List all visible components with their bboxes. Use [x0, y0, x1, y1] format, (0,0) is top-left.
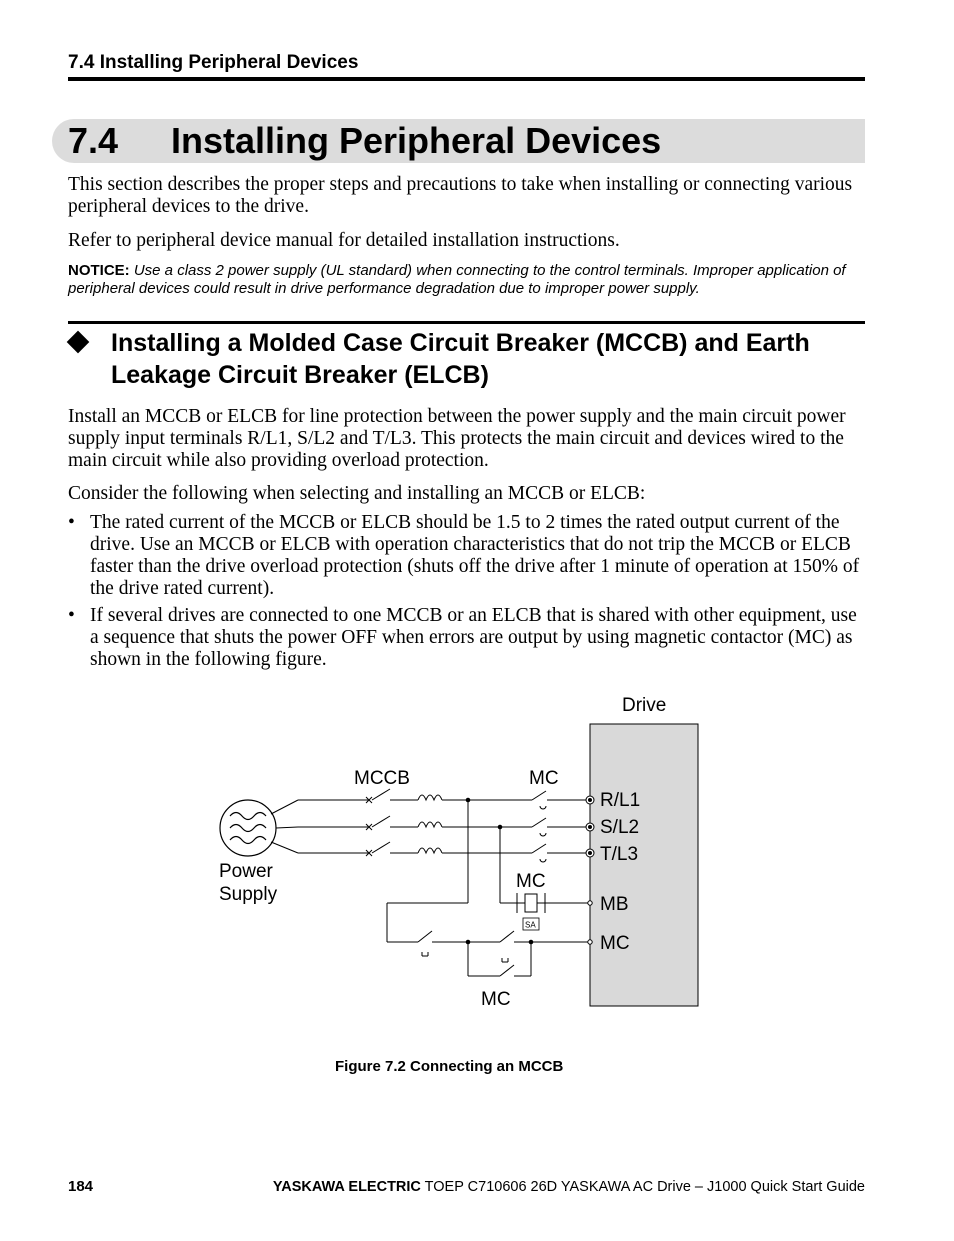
- mccb-description-paragraph: Install an MCCB or ELCB for line protection between the power supply and the main circuit power supply input terminals R/L1, S/L2 and T/L3. This protects the main circuit and devices wired to the main circuit while also providing overload protection.: [68, 406, 846, 471]
- bullet-item: The rated current of the MCCB or ELCB should be 1.5 to 2 times the rated output current of the drive. Use an MCCB or ELCB with operation characteristics that do not trip the MCCB or ELCB faster than the drive overload protection (shuts off the drive after 1 minute of operation at 150% of the drive rated current).: [90, 512, 860, 599]
- notice-text: Use a class 2 power supply (UL standard) when connecting to the control terminals. Improper application of peripheral devices could result in drive performance degradation due to improper power supply.: [68, 262, 846, 297]
- terminal-label: MB: [600, 894, 629, 915]
- mc-contactor-label: MC: [529, 768, 559, 789]
- mc-coil: [525, 894, 537, 912]
- drive-box: [590, 724, 698, 1006]
- mc-coil-label: MC: [516, 871, 546, 892]
- running-header: 7.4 Installing Peripheral Devices: [68, 52, 359, 73]
- power-label: Power: [219, 861, 273, 882]
- supply-label: Supply: [219, 884, 278, 905]
- notice-label: NOTICE:: [68, 262, 130, 279]
- reference-paragraph: Refer to peripheral device manual for detailed installation instructions.: [68, 230, 620, 251]
- terminal-label: R/L1: [600, 790, 641, 811]
- bullet-marker: •: [68, 512, 75, 533]
- footer-text: [273, 1179, 865, 1195]
- mc-contact-label: MC: [481, 989, 511, 1010]
- terminal-label: S/L2: [600, 817, 640, 838]
- footer-document: TOEP C710606 26D YASKAWA AC Drive – J1000 Quick Start Guide: [420, 1179, 865, 1195]
- sa-label: SA: [525, 920, 536, 930]
- intro-paragraph: This section describes the proper steps and precautions to take when installing or connecting various peripheral devices to the drive.: [68, 174, 853, 217]
- bullet-item: If several drives are connected to one MCCB or an ELCB that is shared with other equipment, use a sequence that shuts the power OFF when errors are output by using magnetic contactor (MC) as shown in the following figure.: [90, 605, 857, 670]
- page-number: 184: [68, 1178, 94, 1195]
- section-title: Installing Peripheral Devices: [171, 120, 662, 161]
- terminal-label: MC: [600, 933, 630, 954]
- drive-label: Drive: [622, 695, 667, 716]
- footer-brand: YASKAWA ELECTRIC: [272, 1179, 421, 1195]
- power-supply-symbol: [220, 800, 276, 856]
- considerations-paragraph: Consider the following when selecting and installing an MCCB or ELCB:: [68, 483, 646, 504]
- figure-caption: Figure 7.2 Connecting an MCCB: [335, 1058, 564, 1075]
- terminal-label: T/L3: [600, 844, 639, 865]
- subsection-title: Installing a Molded Case Circuit Breaker (MCCB) and Earth Leakage Circuit Breaker (ELCB): [111, 329, 810, 389]
- bullet-marker: •: [68, 605, 75, 626]
- section-number: 7.4: [68, 120, 119, 161]
- mccb-label: MCCB: [354, 768, 410, 789]
